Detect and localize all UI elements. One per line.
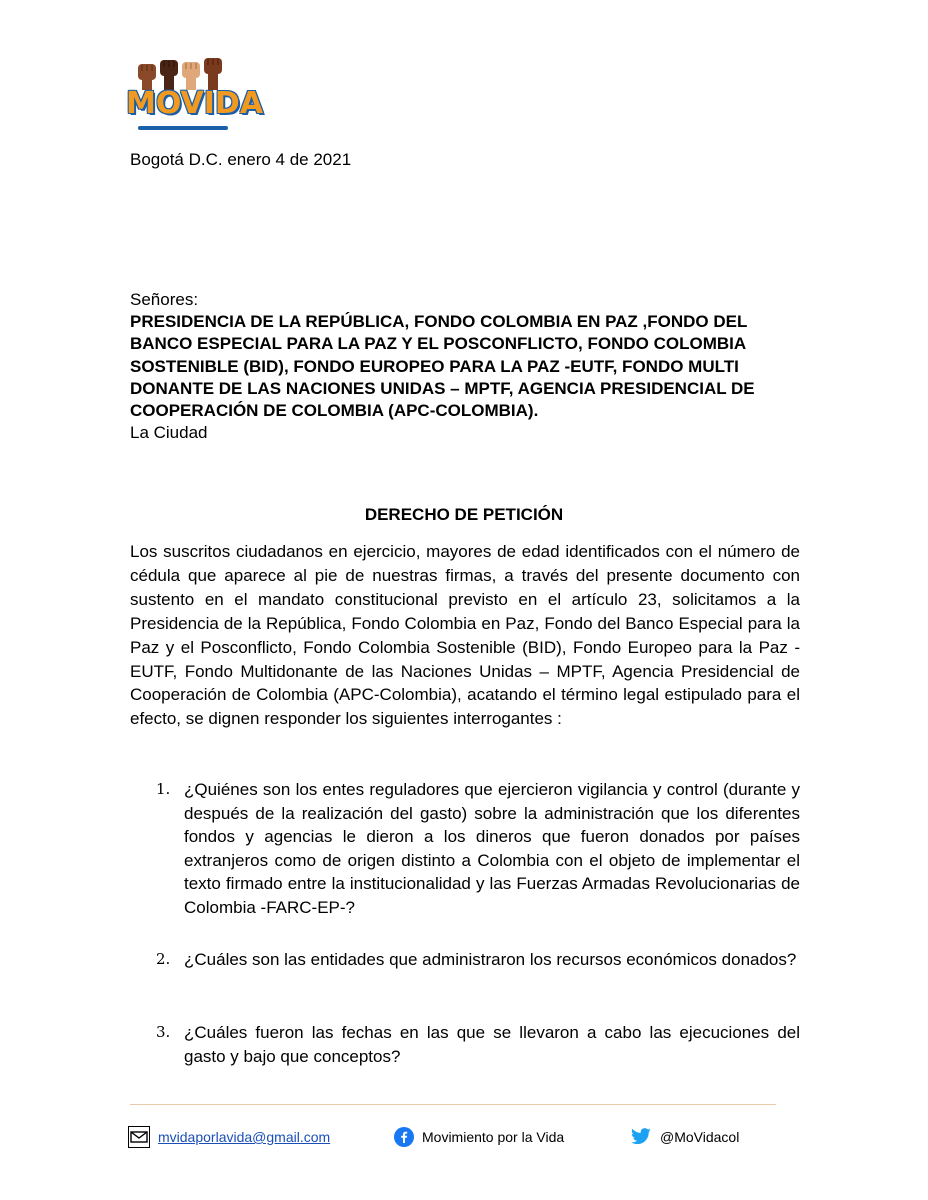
logo-wordmark: MOVIDA: [126, 86, 264, 121]
question-text: ¿Cuáles fueron las fechas en las que se llevaron a cabo las ejecuciones del gasto y bajo que conceptos?: [184, 1023, 800, 1066]
letter-date: Bogotá D.C. enero 4 de 2021: [130, 150, 352, 169]
facebook-label[interactable]: Movimiento por la Vida: [422, 1129, 565, 1145]
footer-divider: [130, 1104, 776, 1105]
movida-logo: [126, 56, 264, 142]
question-text: ¿Cuáles son las entidades que administraron los recursos económicos donados?: [184, 950, 797, 969]
logo-underline: [138, 126, 228, 130]
document-title: DERECHO DE PETICIÓN: [364, 505, 564, 524]
city: La Ciudad: [130, 423, 208, 443]
question-item: [130, 1021, 800, 1068]
question-item: [130, 948, 800, 972]
mail-icon: [128, 1126, 150, 1148]
question-number: 3.: [156, 1023, 171, 1041]
footer-twitter[interactable]: [630, 1124, 739, 1150]
facebook-icon: [394, 1127, 414, 1147]
intro-paragraph: Los suscritos ciudadanos en ejercicio, mayores de edad identificados con el número de cédula que aparece al pie de nuestras firmas, a través del presente documento con sustento en el mandato constitucional previsto en el artículo 23, solicitamos a la Presidencia de la República, Fondo Colombia en Paz, Fondo del Banco Especial para la Paz y el Posconflicto, Fondo Colombia Sostenible (BID), Fondo Europeo para la Paz -EUTF, Fondo Multidonante de las Naciones Unidas – MPTF, Agencia Presidencial de Cooperación de Colombia (APC-Colombia), acatando el término legal estipulado para el efecto, se dignen responder los siguientes interrogantes :: [130, 542, 800, 729]
salutation: Señores:: [130, 290, 199, 309]
question-number: 1.: [156, 780, 171, 798]
question-number: 2.: [156, 950, 171, 968]
email-link[interactable]: mvidaporlavida@gmail.com: [158, 1129, 331, 1145]
footer: [128, 1124, 778, 1152]
recipients: PRESIDENCIA DE LA REPÚBLICA, FONDO COLOMBIA EN PAZ ,FONDO DEL BANCO ESPECIAL PARA LA PAZ Y EL POSCONFLICTO, FONDO COLOMBIA SOSTENIBLE (BID), FONDO EUROPEO PARA LA PAZ -EUTF, FONDO MULTI DONANTE DE LAS NACIONES UNIDAS – MPTF, AGENCIA PRESIDENCIAL DE COOPERACIÓN DE COLOMBIA (APC-COLOMBIA).: [130, 312, 755, 421]
addressee-block: [130, 289, 810, 444]
twitter-handle[interactable]: @MoVidacol: [660, 1129, 740, 1145]
raised-fists-icon: [130, 56, 230, 90]
footer-email[interactable]: [128, 1124, 330, 1150]
footer-facebook[interactable]: [394, 1124, 564, 1150]
question-text: ¿Quiénes son los entes reguladores que ejercieron vigilancia y control (durante y después de la realización del gasto) sobre la administración que los diferentes fondos y agencias le dieron a los dineros que fueron donados por países extranjeros como de origen distinto a Colombia con el objeto de implementar el texto firmado entre la institucionalidad y las Fuerzas Armadas Revolucionarias de Colombia -FARC-EP-?: [184, 780, 800, 917]
twitter-icon: [630, 1128, 652, 1146]
question-item: [130, 778, 800, 920]
